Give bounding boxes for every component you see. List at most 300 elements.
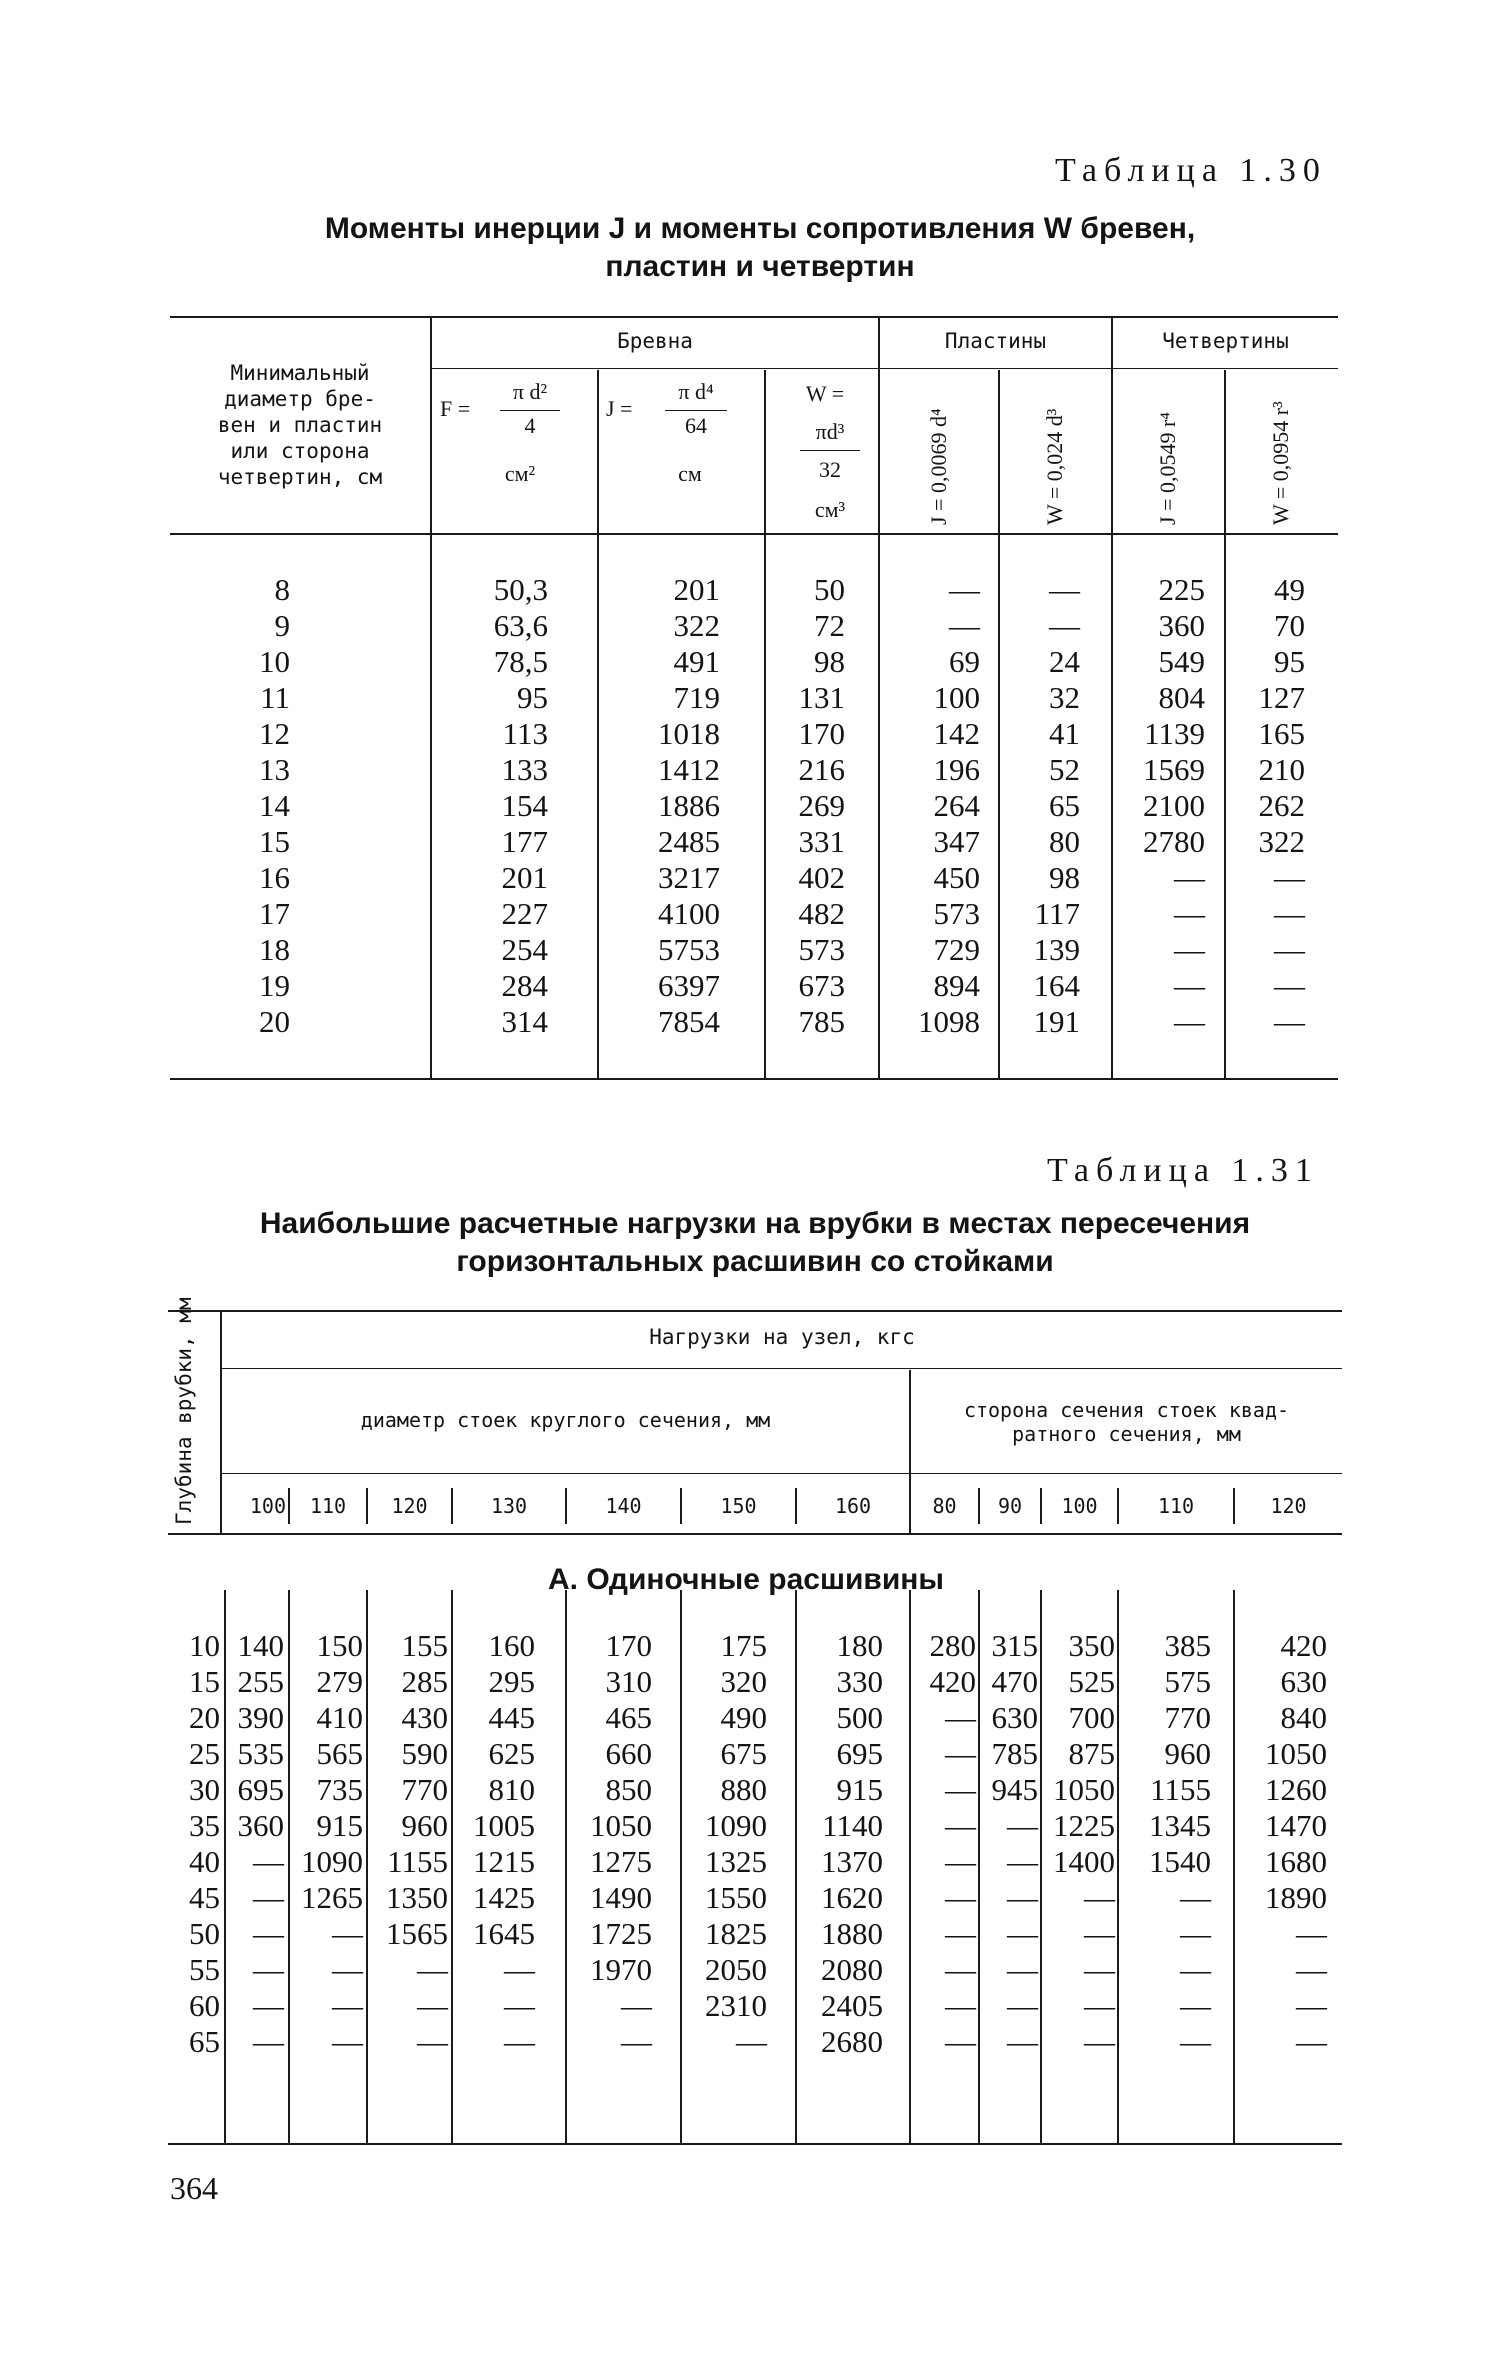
size-label: 120 (1270, 1494, 1307, 1518)
t131-column-s90 (980, 1628, 1038, 2060)
table-cell: 330 (836, 1664, 883, 1699)
table-cell: 675 (720, 1736, 767, 1771)
table-cell: — (253, 2024, 284, 2059)
formula-f-denominator: 4 (524, 413, 536, 438)
table-cell: — (1296, 1916, 1327, 1951)
table-cell: 314 (501, 1004, 548, 1039)
table-cell: — (332, 1952, 363, 1987)
table-cell: 500 (836, 1700, 883, 1735)
table-cell: 1275 (590, 1844, 652, 1879)
table-cell: 590 (401, 1736, 448, 1771)
t131-column-s110 (1119, 1628, 1211, 2060)
table-cell: — (945, 2024, 976, 2059)
table-cell: 50 (189, 1916, 220, 1951)
table-cell: 16 (259, 860, 290, 895)
formula-plate-w: W = 0,024 d³ (1042, 408, 1067, 525)
table-cell: 210 (1258, 752, 1305, 787)
t131-column-s100 (1042, 1628, 1115, 2060)
table-cell: 35 (189, 1808, 220, 1843)
size-label: 90 (997, 1494, 1023, 1518)
t130-column-area (440, 572, 548, 1040)
table-cell: 525 (1068, 1664, 1115, 1699)
formula-j-fraction-bar (665, 410, 727, 411)
table-cell: 960 (1164, 1736, 1211, 1771)
table-cell: 630 (991, 1700, 1038, 1735)
table-cell: — (1296, 1952, 1327, 1987)
table-cell: 50,3 (493, 572, 548, 607)
table-cell: — (253, 1880, 284, 1915)
table-cell: 810 (488, 1772, 535, 1807)
table-cell: 3217 (658, 860, 720, 895)
header-line: диаметр бре- (224, 387, 376, 411)
table-cell: 785 (991, 1736, 1038, 1771)
table-cell: — (1174, 1004, 1205, 1039)
formula-f-fraction-bar (500, 410, 560, 411)
table-cell: 24 (1049, 644, 1080, 679)
table-cell: — (1084, 1916, 1115, 1951)
table-cell: 65 (1049, 788, 1080, 823)
table-cell: 180 (836, 1628, 883, 1663)
t131-column-r130 (453, 1628, 535, 2060)
first-column-header (175, 360, 425, 490)
table-cell: 960 (401, 1808, 448, 1843)
table-cell: 20 (259, 1004, 290, 1039)
table-cell: 155 (401, 1628, 448, 1663)
table-cell: — (949, 608, 980, 643)
table-cell: 420 (1280, 1628, 1327, 1663)
table-cell: 216 (798, 752, 845, 787)
header-line: ратного сечения, мм (1012, 1422, 1241, 1446)
table-cell: 225 (1158, 572, 1205, 607)
table-cell: 10 (189, 1628, 220, 1663)
table-cell: 177 (501, 824, 548, 859)
table-cell: 55 (189, 1952, 220, 1987)
table-cell: 95 (1274, 644, 1305, 679)
table-cell: 1470 (1265, 1808, 1327, 1843)
t131-column-r160 (797, 1628, 883, 2060)
table-cell: 262 (1258, 788, 1305, 823)
table-cell: — (945, 1952, 976, 1987)
table-cell: — (945, 1700, 976, 1735)
table-cell: 1155 (1150, 1772, 1211, 1807)
header-line: вен и пластин (217, 413, 383, 437)
table-cell: — (1084, 1880, 1115, 1915)
table-131-title-line1: Наибольшие расчетные нагрузки на врубки в местах пересечения (259, 1207, 1251, 1240)
t130-column-diameter (230, 572, 290, 1040)
table-cell: 491 (673, 644, 720, 679)
formula-j-denominator: 64 (685, 413, 707, 438)
table-cell: — (1274, 860, 1305, 895)
table-cell: 322 (1258, 824, 1305, 859)
table-cell: 1018 (658, 716, 720, 751)
table-cell: — (1007, 2024, 1038, 2059)
table-cell: 1970 (590, 1952, 652, 1987)
table-cell: 255 (237, 1664, 284, 1699)
size-label: 160 (834, 1494, 872, 1518)
formula-w-fraction-bar (800, 450, 860, 451)
t130-column-plate-w (1015, 572, 1080, 1040)
table-cell: — (1296, 2024, 1327, 2059)
table-cell: 1265 (301, 1880, 363, 1915)
table-cell: 201 (501, 860, 548, 895)
table-cell: 5753 (658, 932, 720, 967)
table-cell: 154 (501, 788, 548, 823)
table-cell: — (417, 1988, 448, 2023)
depth-header: Глубина врубки, мм (172, 1297, 196, 1525)
t131-column-r110 (290, 1628, 363, 2060)
table-cell: — (945, 1736, 976, 1771)
table-130-vline (1111, 318, 1113, 1078)
table-cell: 315 (991, 1628, 1038, 1663)
table-cell: 1890 (1265, 1880, 1327, 1915)
table-cell: 490 (720, 1700, 767, 1735)
table-cell: 2405 (821, 1988, 883, 2023)
table-cell: 20 (189, 1700, 220, 1735)
t130-column-plate-j (895, 572, 980, 1040)
table-cell: 350 (1068, 1628, 1115, 1663)
table-130-vline (597, 370, 599, 1078)
table-cell: 41 (1049, 716, 1080, 751)
size-label: 100 (249, 1494, 286, 1518)
table-cell: — (949, 572, 980, 607)
size-label: 120 (391, 1494, 428, 1518)
size-label: 130 (490, 1494, 528, 1518)
table-cell: — (504, 2024, 535, 2059)
table-cell: — (945, 1880, 976, 1915)
table-cell: — (253, 1952, 284, 1987)
page-number: 364 (170, 2170, 218, 2206)
table-cell: 915 (836, 1772, 883, 1807)
formula-j-numerator: π d⁴ (678, 379, 714, 404)
table-cell: 1565 (386, 1916, 448, 1951)
table-cell: 25 (189, 1736, 220, 1771)
table-cell: 625 (488, 1736, 535, 1771)
table-cell: — (1007, 1880, 1038, 1915)
table-cell: 575 (1164, 1664, 1211, 1699)
table-cell: 1620 (821, 1880, 883, 1915)
group-header-quarters: Четвертины (1162, 329, 1289, 353)
table-cell: 284 (501, 968, 548, 1003)
table-cell: 285 (401, 1664, 448, 1699)
table-cell: 385 (1164, 1628, 1211, 1663)
table-130-vline (1224, 370, 1226, 1078)
table-cell: 164 (1033, 968, 1080, 1003)
table-cell: — (945, 1916, 976, 1951)
table-cell: 19 (259, 968, 290, 1003)
table-cell: — (1007, 1952, 1038, 1987)
table-cell: 40 (189, 1844, 220, 1879)
table-130-title-line1: Моменты инерции J и моменты сопротивления W бревен, (324, 212, 1196, 245)
table-cell: 60 (189, 1988, 220, 2023)
table-130-group-rule (432, 368, 1338, 369)
size-label: 80 (932, 1494, 957, 1518)
table-cell: 445 (488, 1700, 535, 1735)
round-section-header: диаметр стоек круглого сечения, мм (360, 1408, 771, 1432)
table-131-header-rule (168, 1533, 1342, 1535)
t131-column-r120 (368, 1628, 448, 2060)
table-cell: 1425 (473, 1880, 535, 1915)
table-cell: 310 (605, 1664, 652, 1699)
table-cell: 695 (237, 1772, 284, 1807)
table-cell: 1880 (821, 1916, 883, 1951)
table-130-title (170, 210, 1350, 286)
table-cell: — (621, 2024, 652, 2059)
table-cell: — (332, 1916, 363, 1951)
table-cell: 840 (1280, 1700, 1327, 1735)
table-cell: 30 (189, 1772, 220, 1807)
header-line: или сторона (230, 439, 370, 463)
table-131-top-rule (168, 1310, 1342, 1312)
table-cell: 2485 (658, 824, 720, 859)
table-cell: — (1007, 1808, 1038, 1843)
table-cell: 1569 (1143, 752, 1205, 787)
table-cell: 1139 (1144, 716, 1205, 751)
table-cell: 150 (316, 1628, 363, 1663)
table-cell: 1345 (1149, 1808, 1211, 1843)
table-cell: 49 (1274, 572, 1305, 607)
table-131-bottom-rule (168, 2143, 1342, 2145)
table-cell: 945 (991, 1772, 1038, 1807)
table-131-title (160, 1205, 1350, 1281)
size-label: 110 (309, 1494, 347, 1518)
table-cell: 32 (1049, 680, 1080, 715)
table-cell: 1680 (1265, 1844, 1327, 1879)
table-cell: 80 (1049, 824, 1080, 859)
table-cell: — (253, 1916, 284, 1951)
table-cell: 347 (933, 824, 980, 859)
table-cell: 14 (259, 788, 290, 823)
table-cell: 915 (316, 1808, 363, 1843)
table-cell: 430 (401, 1700, 448, 1735)
table-130-title-line2: пластин и четвертин (605, 250, 915, 283)
size-label: 110 (1157, 1494, 1195, 1518)
table-130-bottom-rule (170, 1078, 1338, 1080)
table-cell: 279 (316, 1664, 363, 1699)
table-cell: 2310 (705, 1988, 767, 2023)
group-header-logs: Бревна (617, 329, 693, 353)
table-cell: — (1007, 1916, 1038, 1951)
table-cell: 160 (488, 1628, 535, 1663)
table-cell: 630 (1280, 1664, 1327, 1699)
table-cell: 1215 (473, 1844, 535, 1879)
table-cell: 15 (189, 1664, 220, 1699)
table-cell: 1225 (1053, 1808, 1115, 1843)
table-cell: 70 (1274, 608, 1305, 643)
table-cell: 1140 (822, 1808, 883, 1843)
table-cell: 52 (1049, 752, 1080, 787)
table-cell: — (945, 1988, 976, 2023)
table-cell: 673 (798, 968, 845, 1003)
table-cell: 700 (1068, 1700, 1115, 1735)
table-cell: — (1274, 1004, 1305, 1039)
table-cell: 1400 (1053, 1844, 1115, 1879)
table-cell: — (945, 1844, 976, 1879)
t130-column-quarter-w (1240, 572, 1305, 1040)
formula-plate-j: J = 0,0069 d⁴ (926, 408, 951, 525)
table-cell: 410 (316, 1700, 363, 1735)
table-cell: 1260 (1265, 1772, 1327, 1807)
table-130-top-rule (170, 316, 1338, 318)
table-cell: 1155 (387, 1844, 448, 1879)
table-131-title-line2: горизонтальных расшивин со стойками (456, 1245, 1054, 1278)
table-cell: 140 (237, 1628, 284, 1663)
table-cell: 78,5 (493, 644, 548, 679)
formula-w-unit: см³ (814, 497, 846, 522)
table-cell: 6397 (658, 968, 720, 1003)
table-cell: — (736, 2024, 767, 2059)
table-cell: — (417, 2024, 448, 2059)
table-cell: — (1180, 1880, 1211, 1915)
table-cell: 142 (933, 716, 980, 751)
table-cell: — (1274, 896, 1305, 931)
table-cell: — (1084, 1952, 1115, 1987)
table-cell: 98 (814, 644, 845, 679)
table-cell: 660 (605, 1736, 652, 1771)
table-cell: — (1049, 608, 1080, 643)
table-cell: 320 (720, 1664, 767, 1699)
table-cell: 17 (259, 896, 290, 931)
size-label: 150 (720, 1494, 757, 1518)
table-cell: — (1180, 1952, 1211, 1987)
t131-column-r100 (226, 1628, 284, 2060)
formula-f-numerator: π d² (512, 379, 548, 404)
table-cell: 573 (798, 932, 845, 967)
table-cell: — (945, 1772, 976, 1807)
table-cell: 269 (798, 788, 845, 823)
table-cell: 170 (605, 1628, 652, 1663)
table-cell: 420 (929, 1664, 976, 1699)
table-cell: 465 (605, 1700, 652, 1735)
table-cell: 13 (259, 752, 290, 787)
table-cell: 117 (1034, 896, 1080, 931)
table-cell: 1490 (590, 1880, 652, 1915)
t131-column-r140 (567, 1628, 652, 2060)
table-cell: — (1084, 1988, 1115, 2023)
table-cell: — (504, 1952, 535, 1987)
formula-f-unit: см² (504, 461, 536, 486)
table-130-vline (430, 318, 432, 1078)
table-cell: — (1174, 860, 1205, 895)
table-cell: 264 (933, 788, 980, 823)
table-cell: — (1174, 896, 1205, 931)
table-cell: 1645 (473, 1916, 535, 1951)
formula-quarter-w: W = 0,0954 r³ (1268, 401, 1293, 525)
table-cell: — (332, 1988, 363, 2023)
table-131-size-rule (222, 1473, 1342, 1474)
table-cell: 2080 (821, 1952, 883, 1987)
table-cell: — (1180, 1916, 1211, 1951)
table-cell: 729 (933, 932, 980, 967)
table-cell: — (253, 1844, 284, 1879)
table-cell: 1050 (1265, 1736, 1327, 1771)
table-cell: 2780 (1143, 824, 1205, 859)
table-cell: — (1174, 932, 1205, 967)
size-label: 100 (1061, 1494, 1098, 1518)
table-cell: 295 (488, 1664, 535, 1699)
table-cell: 1325 (705, 1844, 767, 1879)
table-cell: 69 (949, 644, 980, 679)
t131-column-r150 (682, 1628, 767, 2060)
table-cell: 15 (259, 824, 290, 859)
table-cell: 894 (933, 968, 980, 1003)
table-cell: — (1174, 968, 1205, 1003)
t130-column-w (780, 572, 845, 1040)
table-cell: — (1007, 1844, 1038, 1879)
table-cell: 360 (237, 1808, 284, 1843)
table-cell: 11 (260, 680, 290, 715)
table-cell: 549 (1158, 644, 1205, 679)
table-cell: 63,6 (493, 608, 548, 643)
table-cell: — (1180, 2024, 1211, 2059)
table-cell: 196 (933, 752, 980, 787)
table-cell: — (1296, 1988, 1327, 2023)
table-cell: 2680 (821, 2024, 883, 2059)
table-131-label: Таблица 1.31 (1047, 1152, 1319, 1189)
t130-column-j (610, 572, 720, 1040)
table-cell: 850 (605, 1772, 652, 1807)
group-header-plates: Пластины (944, 329, 1047, 353)
table-cell: 573 (933, 896, 980, 931)
table-cell: 175 (720, 1628, 767, 1663)
table-cell: 1098 (918, 1004, 980, 1039)
table-cell: — (332, 2024, 363, 2059)
table-cell: — (253, 1988, 284, 2023)
formula-quarter-j: J = 0,0549 r⁴ (1155, 412, 1180, 525)
table-cell: 875 (1068, 1736, 1115, 1771)
table-cell: 131 (798, 680, 845, 715)
formula-f-left: F = (440, 396, 471, 421)
table-cell: 9 (274, 608, 290, 643)
formula-j-unit: см (678, 461, 702, 486)
formula-w-numerator: πd³ (815, 419, 845, 444)
table-cell: 360 (1158, 608, 1205, 643)
table-cell: 1550 (705, 1880, 767, 1915)
table-cell: 1350 (386, 1880, 448, 1915)
table-cell: 12 (259, 716, 290, 751)
table-cell: 10 (259, 644, 290, 679)
table-cell: 254 (501, 932, 548, 967)
table-cell: 1886 (658, 788, 720, 823)
table-cell: 95 (517, 680, 548, 715)
table-cell: 450 (933, 860, 980, 895)
table-cell: 18 (259, 932, 290, 967)
table-cell: 1725 (590, 1916, 652, 1951)
table-cell: 880 (720, 1772, 767, 1807)
table-cell: — (1049, 572, 1080, 607)
table-cell: 695 (836, 1736, 883, 1771)
table-130-vline (764, 370, 766, 1078)
table-cell: 227 (501, 896, 548, 931)
table-cell: 322 (673, 608, 720, 643)
table-cell: — (1180, 1988, 1211, 2023)
table-cell: 1090 (301, 1844, 363, 1879)
table-cell: 100 (933, 680, 980, 715)
square-section-header (911, 1398, 1342, 1446)
table-cell: 390 (237, 1700, 284, 1735)
table-cell: 1050 (590, 1808, 652, 1843)
table-cell: 127 (1258, 680, 1305, 715)
load-header: Нагрузки на узел, кгс (649, 1325, 915, 1349)
header-line: четвертин, см (217, 465, 383, 489)
table-cell: 1370 (821, 1844, 883, 1879)
table-cell: 139 (1033, 932, 1080, 967)
table-cell: 770 (1164, 1700, 1211, 1735)
formula-w-denominator: 32 (819, 457, 841, 482)
table-cell: 565 (316, 1736, 363, 1771)
table-cell: 2050 (705, 1952, 767, 1987)
table-cell: 1825 (705, 1916, 767, 1951)
table-cell: 133 (501, 752, 548, 787)
